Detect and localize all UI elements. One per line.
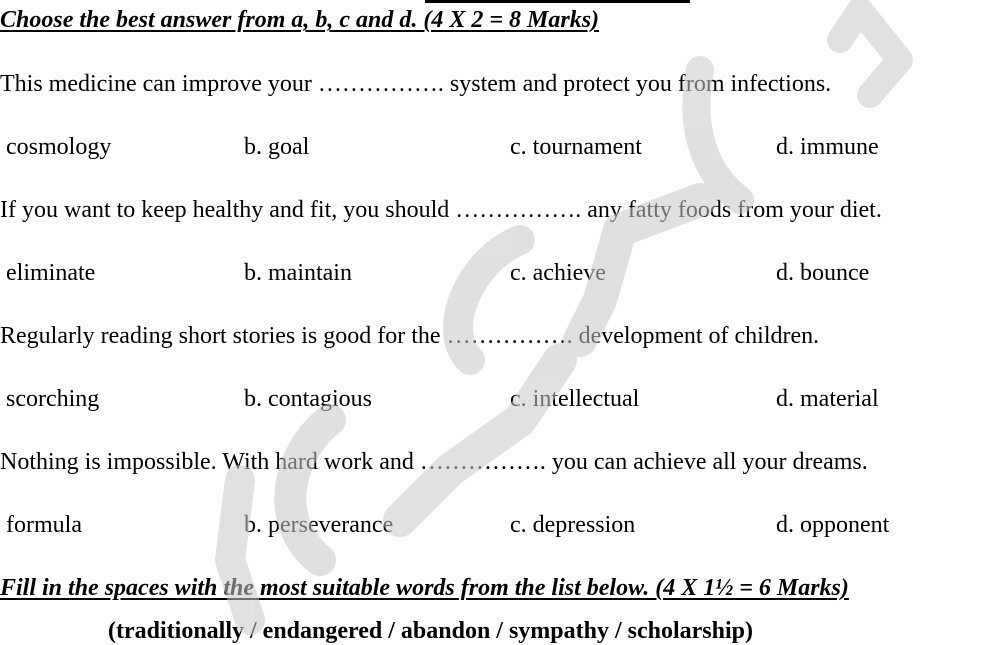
question-2-option-d: d. bounce xyxy=(776,260,870,286)
question-2-option-c: c. achieve xyxy=(510,260,606,286)
question-3-option-a: scorching xyxy=(6,386,100,412)
question-3-option-b: b. contagious xyxy=(244,386,372,412)
top-rule xyxy=(425,0,690,3)
question-2-stem: If you want to keep healthy and fit, you should ……………. any fatty foods from your diet. xyxy=(0,197,882,223)
question-4-option-b: b. perseverance xyxy=(244,512,394,538)
question-1-option-b: b. goal xyxy=(244,134,310,160)
question-2-option-b: b. maintain xyxy=(244,260,352,286)
question-3-option-c: c. intellectual xyxy=(510,386,640,412)
section-1-heading: Choose the best answer from a, b, c and d. (4 X 2 = 8 Marks) xyxy=(0,7,600,33)
question-3-option-d: d. material xyxy=(776,386,879,412)
question-2-option-a: eliminate xyxy=(6,260,96,286)
question-4-option-d: d. opponent xyxy=(776,512,890,538)
question-1-stem: This medicine can improve your ……………. system and protect you from infections. xyxy=(0,71,832,97)
question-1-option-d: d. immune xyxy=(776,134,879,160)
question-4-option-a: formula xyxy=(6,512,82,538)
watermark-stroke xyxy=(840,10,900,95)
watermark-stroke xyxy=(400,360,560,520)
question-1-option-c: c. tournament xyxy=(510,134,642,160)
word-list: (traditionally / endangered / abandon / sympathy / scholarship) xyxy=(108,618,753,644)
question-4-stem: Nothing is impossible. With hard work and ……………. you can achieve all your dreams. xyxy=(0,449,868,475)
watermark-stroke xyxy=(290,420,330,560)
question-1-option-a: cosmology xyxy=(6,134,112,160)
question-4-option-c: c. depression xyxy=(510,512,636,538)
question-3-stem: Regularly reading short stories is good for the ……………. development of children. xyxy=(0,323,820,349)
section-2-heading: Fill in the spaces with the most suitable words from the list below. (4 X 1½ = 6 Marks) xyxy=(0,575,849,601)
